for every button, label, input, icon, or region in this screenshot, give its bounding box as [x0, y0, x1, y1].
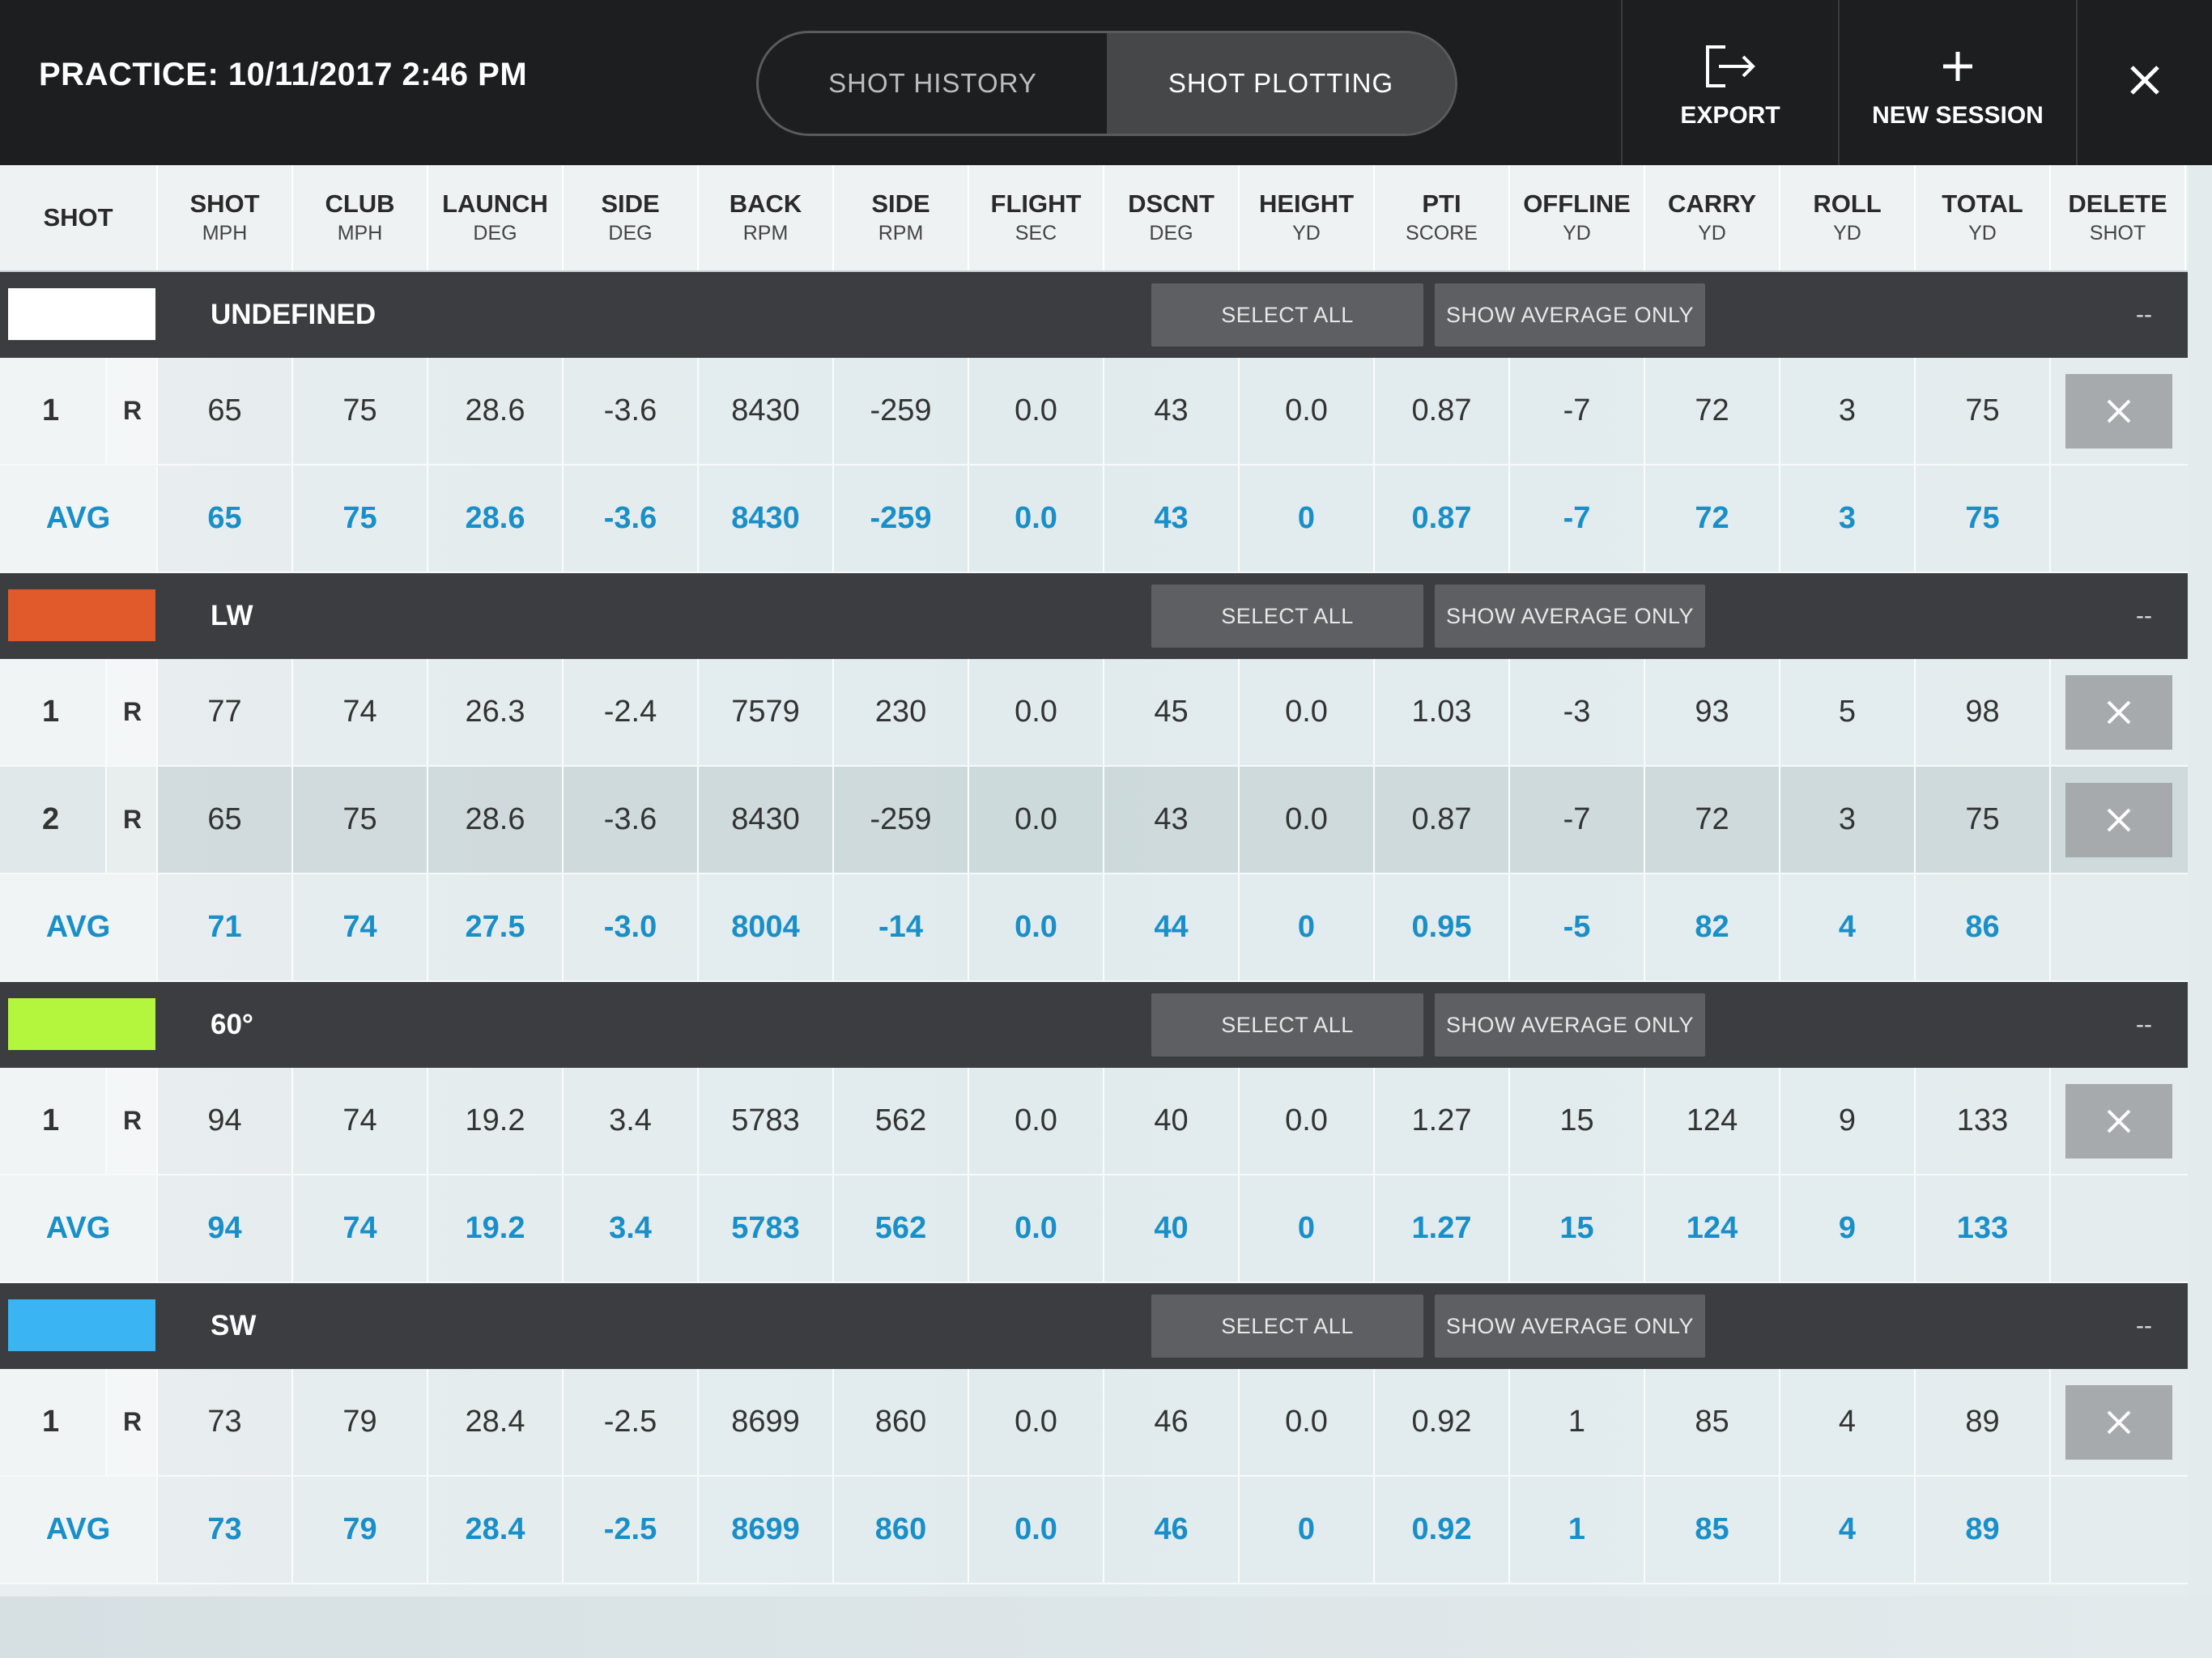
table-cell: 28.6 [428, 358, 564, 464]
table-cell: 5 [1780, 659, 1916, 765]
club-group-header [0, 1283, 2188, 1369]
table-row[interactable] [0, 1369, 2188, 1477]
table-cell: 65 [158, 358, 293, 464]
club-group-header [0, 272, 2188, 358]
column-header [1780, 165, 1916, 270]
table-row[interactable] [0, 358, 2188, 466]
avg-value: 0 [1240, 466, 1375, 572]
table-cell: 0.0 [1240, 659, 1375, 765]
avg-value: 0.0 [969, 1175, 1104, 1282]
export-icon [1701, 36, 1759, 97]
avg-value: 0.92 [1375, 1477, 1510, 1583]
table-cell: 75 [293, 358, 428, 464]
close-icon [2105, 806, 2133, 834]
avg-value: 860 [834, 1477, 969, 1583]
table-cell: 9 [1780, 1068, 1916, 1174]
table-cell: 3 [1780, 767, 1916, 873]
avg-value: 89 [1916, 1477, 2051, 1583]
avg-value: 40 [1104, 1175, 1240, 1282]
table-header [0, 165, 2188, 272]
avg-value: 85 [1645, 1477, 1780, 1583]
table-cell: 0.0 [969, 1068, 1104, 1174]
club-group-header [0, 573, 2188, 659]
table-row[interactable] [0, 659, 2188, 767]
shot-side: R [105, 1369, 158, 1475]
table-cell: -259 [834, 767, 969, 873]
avg-value: -3.6 [564, 466, 699, 572]
table-cell: 73 [158, 1369, 293, 1475]
avg-value: 5783 [699, 1175, 834, 1282]
footer-strip [0, 1596, 2212, 1658]
shot-cell [0, 659, 158, 765]
table-cell: 0.0 [1240, 767, 1375, 873]
avg-value: 0.0 [969, 1477, 1104, 1583]
delete-cell-empty [2051, 1477, 2186, 1583]
column-header-title: DSCNT [1128, 189, 1214, 218]
column-header [1645, 165, 1780, 270]
avg-value: 86 [1916, 874, 2051, 980]
shot-cell [0, 1068, 158, 1174]
table-row[interactable] [0, 1068, 2188, 1175]
table-cell: 93 [1645, 659, 1780, 765]
delete-shot-button[interactable] [2065, 783, 2172, 857]
avg-value: 44 [1104, 874, 1240, 980]
select-all-button[interactable]: SELECT ALL [1151, 1295, 1423, 1358]
table-cell: 79 [293, 1369, 428, 1475]
column-header-unit: MPH [337, 222, 383, 244]
tab-shot-plotting[interactable]: SHOT PLOTTING [1107, 33, 1455, 134]
avg-value: -259 [834, 466, 969, 572]
avg-value: 73 [158, 1477, 293, 1583]
avg-cell [0, 874, 158, 980]
table-cell: 133 [1916, 1068, 2051, 1174]
club-color-swatch[interactable] [8, 998, 155, 1050]
show-average-only-button[interactable]: SHOW AVERAGE ONLY [1435, 585, 1705, 648]
avg-value: 74 [293, 874, 428, 980]
avg-value: 94 [158, 1175, 293, 1282]
table-cell: -2.5 [564, 1369, 699, 1475]
club-name: UNDEFINED [211, 299, 376, 330]
table-cell: 124 [1645, 1068, 1780, 1174]
column-header-unit: YD [1968, 222, 1997, 244]
select-all-button[interactable]: SELECT ALL [1151, 585, 1423, 648]
table-cell: 0.0 [1240, 358, 1375, 464]
avg-label: AVG [45, 1512, 111, 1546]
table-cell: 3 [1780, 358, 1916, 464]
select-all-button[interactable]: SELECT ALL [1151, 993, 1423, 1056]
column-header [834, 165, 969, 270]
table-cell: 43 [1104, 767, 1240, 873]
table-cell: 1 [1510, 1369, 1645, 1475]
shot-number: 1 [42, 1405, 60, 1439]
column-header-unit: DEG [1149, 222, 1193, 244]
avg-label: AVG [45, 910, 111, 944]
avg-value: 43 [1104, 466, 1240, 572]
delete-cell-empty [2051, 874, 2186, 980]
scroll-gutter [2188, 165, 2212, 1596]
table-cell: 94 [158, 1068, 293, 1174]
column-header-unit: SEC [1015, 222, 1057, 244]
column-header-title: CARRY [1667, 189, 1757, 218]
column-header-title: SHOT [189, 189, 260, 218]
avg-value: 75 [293, 466, 428, 572]
shot-cell [0, 1369, 158, 1475]
column-header [699, 165, 834, 270]
avg-value: 19.2 [428, 1175, 564, 1282]
table-cell: 65 [158, 767, 293, 873]
shot-cell [0, 358, 158, 464]
table-cell: 15 [1510, 1068, 1645, 1174]
table-cell: 98 [1916, 659, 2051, 765]
shot-number: 1 [42, 393, 60, 427]
delete-cell-empty [2051, 466, 2186, 572]
avg-value: 0.0 [969, 874, 1104, 980]
column-header [1104, 165, 1240, 270]
table-cell: 89 [1916, 1369, 2051, 1475]
view-toggle [756, 31, 1457, 136]
avg-value: 8004 [699, 874, 834, 980]
avg-value: 65 [158, 466, 293, 572]
column-header [969, 165, 1104, 270]
table-cell: 562 [834, 1068, 969, 1174]
club-color-swatch[interactable] [8, 288, 155, 340]
table-cell: 0.0 [969, 358, 1104, 464]
shot-side: R [105, 767, 158, 873]
close-button[interactable] [2076, 0, 2212, 165]
column-header-title: SIDE [871, 189, 930, 218]
column-header-unit: YD [1563, 222, 1591, 244]
column-header-unit: YD [1833, 222, 1861, 244]
avg-value: 0 [1240, 1477, 1375, 1583]
avg-value: 72 [1645, 466, 1780, 572]
average-row [0, 874, 2188, 982]
column-header-title: CLUB [325, 189, 395, 218]
table-cell: 0.0 [969, 767, 1104, 873]
avg-value: 82 [1645, 874, 1780, 980]
delete-cell [2051, 659, 2186, 765]
club-group-header [0, 982, 2188, 1068]
table-cell: 8699 [699, 1369, 834, 1475]
table-row[interactable] [0, 767, 2188, 874]
table-cell: 77 [158, 659, 293, 765]
delete-cell [2051, 1369, 2186, 1475]
table-cell: -3 [1510, 659, 1645, 765]
collapse-toggle[interactable]: -- [2136, 1011, 2152, 1038]
club-name: LW [211, 600, 253, 631]
delete-cell-empty [2051, 1175, 2186, 1282]
avg-value: 46 [1104, 1477, 1240, 1583]
table-cell: 1.03 [1375, 659, 1510, 765]
new-session-label: NEW SESSION [1872, 102, 2044, 129]
column-header [1375, 165, 1510, 270]
table-cell: 75 [293, 767, 428, 873]
avg-value: 0 [1240, 1175, 1375, 1282]
tab-shot-history[interactable]: SHOT HISTORY [828, 68, 1037, 98]
avg-value: 75 [1916, 466, 2051, 572]
column-header-unit: RPM [742, 222, 789, 244]
column-header-title: TOTAL [1942, 189, 2023, 218]
top-bar [0, 0, 2212, 165]
table-cell: 1.27 [1375, 1068, 1510, 1174]
column-header-title: SIDE [601, 189, 660, 218]
column-header-unit: DEG [608, 222, 653, 244]
avg-value: 71 [158, 874, 293, 980]
table-cell: -7 [1510, 767, 1645, 873]
club-name: SW [211, 1310, 257, 1341]
table-cell: 72 [1645, 358, 1780, 464]
table-cell: 8430 [699, 767, 834, 873]
delete-cell [2051, 767, 2186, 873]
export-label: EXPORT [1680, 102, 1780, 129]
close-icon [2105, 699, 2133, 726]
table-cell: 45 [1104, 659, 1240, 765]
collapse-toggle[interactable]: -- [2136, 602, 2152, 629]
column-header-title: FLIGHT [990, 189, 1082, 218]
table-cell: 40 [1104, 1068, 1240, 1174]
column-header [158, 165, 293, 270]
table-cell: 0.0 [1240, 1369, 1375, 1475]
column-header-unit: RPM [878, 222, 924, 244]
column-header-title: PTI [1422, 189, 1461, 218]
avg-label: AVG [45, 1211, 111, 1245]
avg-value: -7 [1510, 466, 1645, 572]
column-header-title: SHOT [43, 203, 113, 232]
shot-side: R [105, 659, 158, 765]
avg-value: 0.0 [969, 466, 1104, 572]
avg-value: 0.95 [1375, 874, 1510, 980]
avg-value: 562 [834, 1175, 969, 1282]
table-cell: 74 [293, 659, 428, 765]
shot-side: R [105, 358, 158, 464]
shot-number: 2 [42, 802, 60, 836]
avg-cell [0, 1175, 158, 1282]
table-cell: 19.2 [428, 1068, 564, 1174]
delete-shot-button[interactable] [2065, 1385, 2172, 1460]
collapse-toggle[interactable]: -- [2136, 301, 2152, 328]
new-session-button[interactable] [1838, 0, 2076, 165]
avg-value: 124 [1645, 1175, 1780, 1282]
avg-value: 0.87 [1375, 466, 1510, 572]
show-average-only-button[interactable]: SHOW AVERAGE ONLY [1435, 1295, 1705, 1358]
table-cell: 860 [834, 1369, 969, 1475]
table-cell: 3.4 [564, 1068, 699, 1174]
table-cell: 26.3 [428, 659, 564, 765]
table-cell: -3.6 [564, 767, 699, 873]
delete-cell [2051, 1068, 2186, 1174]
avg-value: -3.0 [564, 874, 699, 980]
show-average-only-button[interactable]: SHOW AVERAGE ONLY [1435, 993, 1705, 1056]
avg-value: 79 [293, 1477, 428, 1583]
column-header [2051, 165, 2186, 270]
avg-value: 1.27 [1375, 1175, 1510, 1282]
average-row [0, 1477, 2188, 1584]
table-cell: 0.87 [1375, 767, 1510, 873]
column-header [1510, 165, 1645, 270]
table-cell: 8430 [699, 358, 834, 464]
table-cell: 46 [1104, 1369, 1240, 1475]
shot-number: 1 [42, 1103, 60, 1137]
average-row [0, 466, 2188, 573]
club-color-swatch[interactable] [8, 1299, 155, 1351]
column-header [0, 165, 158, 270]
avg-cell [0, 466, 158, 572]
avg-label: AVG [45, 501, 111, 535]
column-header-title: HEIGHT [1258, 189, 1355, 218]
avg-value: -2.5 [564, 1477, 699, 1583]
column-header-title: OFFLINE [1523, 189, 1631, 218]
column-header [1916, 165, 2051, 270]
table-cell: 0.0 [969, 659, 1104, 765]
column-header-unit: YD [1292, 222, 1321, 244]
column-header-unit: SHOT [2089, 222, 2146, 244]
close-icon [2127, 49, 2163, 111]
avg-value: 3.4 [564, 1175, 699, 1282]
column-header-unit: SCORE [1406, 222, 1478, 244]
table-cell: 43 [1104, 358, 1240, 464]
table-cell: 230 [834, 659, 969, 765]
export-button[interactable] [1621, 0, 1838, 165]
avg-value: 28.4 [428, 1477, 564, 1583]
column-header-title: BACK [729, 189, 802, 218]
column-header-unit: DEG [473, 222, 517, 244]
column-header [1240, 165, 1375, 270]
avg-value: -14 [834, 874, 969, 980]
table-cell: 28.4 [428, 1369, 564, 1475]
show-average-only-button[interactable]: SHOW AVERAGE ONLY [1435, 283, 1705, 346]
delete-shot-button[interactable] [2065, 1084, 2172, 1158]
delete-cell [2051, 358, 2186, 464]
avg-value: 3 [1780, 466, 1916, 572]
avg-value: 74 [293, 1175, 428, 1282]
avg-value: 1 [1510, 1477, 1645, 1583]
avg-value: 9 [1780, 1175, 1916, 1282]
avg-value: 27.5 [428, 874, 564, 980]
avg-value: 4 [1780, 1477, 1916, 1583]
table-cell: -2.4 [564, 659, 699, 765]
shot-side: R [105, 1068, 158, 1174]
avg-value: 8430 [699, 466, 834, 572]
column-header-title: LAUNCH [442, 189, 548, 218]
column-header [564, 165, 699, 270]
avg-value: 8699 [699, 1477, 834, 1583]
table-cell: 28.6 [428, 767, 564, 873]
close-icon [2105, 1107, 2133, 1135]
collapse-toggle[interactable]: -- [2136, 1312, 2152, 1339]
shot-number: 1 [42, 695, 60, 729]
shot-table [0, 165, 2188, 1596]
delete-shot-button[interactable] [2065, 675, 2172, 750]
column-header-title: DELETE [2068, 189, 2167, 218]
table-cell: 0.87 [1375, 358, 1510, 464]
table-cell: -7 [1510, 358, 1645, 464]
column-header-title: ROLL [1813, 189, 1882, 218]
column-header-unit: MPH [202, 222, 248, 244]
table-cell: 85 [1645, 1369, 1780, 1475]
average-row [0, 1175, 2188, 1283]
table-cell: 75 [1916, 358, 2051, 464]
club-color-swatch[interactable] [8, 589, 155, 641]
column-header [428, 165, 564, 270]
avg-cell [0, 1477, 158, 1583]
avg-value: 0 [1240, 874, 1375, 980]
table-cell: 5783 [699, 1068, 834, 1174]
table-cell: 0.0 [1240, 1068, 1375, 1174]
select-all-button[interactable]: SELECT ALL [1151, 283, 1423, 346]
column-header [293, 165, 428, 270]
table-cell: 72 [1645, 767, 1780, 873]
close-icon [2105, 397, 2133, 425]
plus-icon [1938, 36, 1977, 97]
table-cell: 7579 [699, 659, 834, 765]
table-cell: 4 [1780, 1369, 1916, 1475]
avg-value: 4 [1780, 874, 1916, 980]
avg-value: 15 [1510, 1175, 1645, 1282]
table-cell: 75 [1916, 767, 2051, 873]
table-cell: -259 [834, 358, 969, 464]
session-title: PRACTICE: 10/11/2017 2:46 PM [39, 57, 528, 92]
shot-cell [0, 767, 158, 873]
table-cell: 0.0 [969, 1369, 1104, 1475]
avg-value: 28.6 [428, 466, 564, 572]
close-icon [2105, 1409, 2133, 1436]
delete-shot-button[interactable] [2065, 374, 2172, 449]
column-header-unit: YD [1698, 222, 1726, 244]
club-name: 60° [211, 1009, 253, 1040]
table-cell: -3.6 [564, 358, 699, 464]
table-cell: 74 [293, 1068, 428, 1174]
avg-value: -5 [1510, 874, 1645, 980]
avg-value: 133 [1916, 1175, 2051, 1282]
table-cell: 0.92 [1375, 1369, 1510, 1475]
